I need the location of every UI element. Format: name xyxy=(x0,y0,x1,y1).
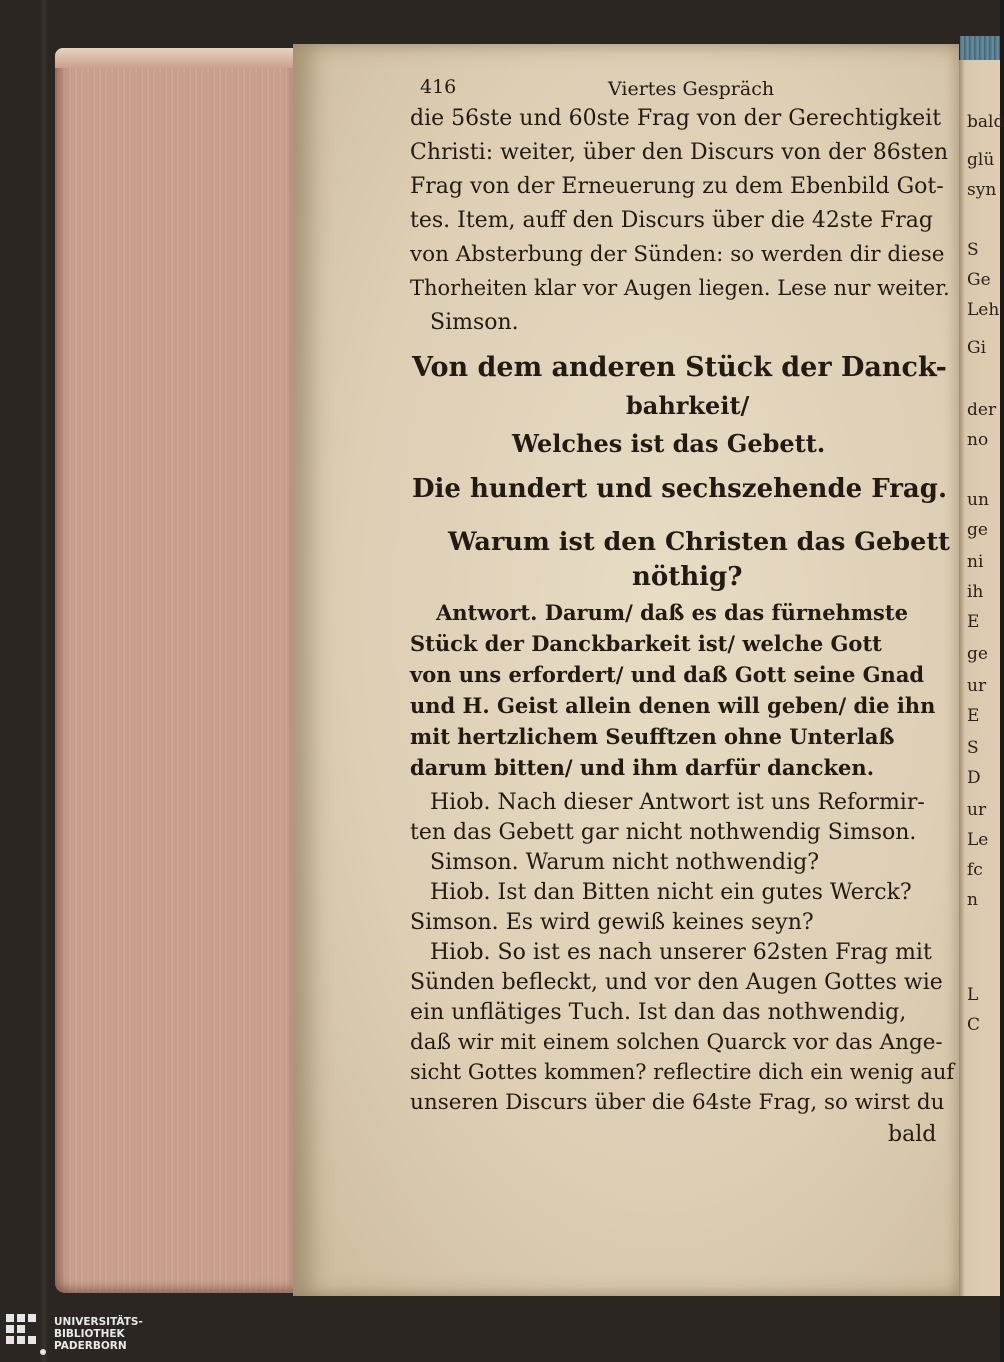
answer-line: Stück der Danckbarkeit ist/ welche Gott xyxy=(410,631,882,656)
facing-page-fragment: fc xyxy=(967,860,983,880)
answer-line: und H. Geist allein denen will geben/ die ihn xyxy=(410,693,936,718)
facing-page-fragment: S xyxy=(967,240,979,260)
facing-page-fragment: syn xyxy=(967,180,997,200)
question-title: Die hundert und sechszehende Frag. xyxy=(412,474,948,504)
facing-page-fragment: ge xyxy=(967,520,988,540)
facing-page-fragment: D xyxy=(967,768,981,788)
facing-page-fragment: C xyxy=(967,1015,981,1035)
question-text-cont: nöthig? xyxy=(632,562,743,592)
section-heading: Von dem anderen Stück der Danck- xyxy=(412,352,947,383)
facing-page-fragment: ge xyxy=(967,644,988,664)
facing-page-fragment: ur xyxy=(967,676,987,696)
dialogue-line: Sünden befleckt, und vor den Augen Gottes wie xyxy=(410,970,943,995)
library-logo xyxy=(4,1312,174,1362)
library-emblem-icon xyxy=(4,1312,48,1358)
dialogue-line: unseren Discurs über die 64ste Frag, so wirst du xyxy=(410,1090,945,1115)
logo-line: BIBLIOTHEK xyxy=(54,1328,125,1340)
answer-line: mit hertzlichem Seufftzen ohne Unterlaß xyxy=(410,724,895,749)
facing-page-fragment: Le xyxy=(967,830,989,850)
facing-page-fragment: der xyxy=(967,400,997,420)
facing-page-fragment: ih xyxy=(967,582,984,602)
running-title: Viertes Gespräch xyxy=(608,78,775,100)
facing-page-fragment: Gi xyxy=(967,338,987,358)
book-page-edges xyxy=(55,48,293,1293)
dialogue-line: Hiob. So ist es nach unserer 62sten Frag mit xyxy=(430,940,932,965)
answer-line: darum bitten/ und ihm darfür dancken. xyxy=(410,755,874,780)
facing-page-fragment: n xyxy=(967,890,978,910)
dialogue-line: Simson. Es wird gewiß keines seyn? xyxy=(410,910,814,935)
dialogue-line: daß wir mit einem solchen Quarck vor das Ange- xyxy=(410,1030,943,1055)
body-line: Christi: weiter, über den Discurs von der 86sten xyxy=(410,140,949,165)
catchword: bald xyxy=(888,1122,937,1147)
logo-line: UNIVERSITÄTS- xyxy=(54,1316,143,1328)
facing-page-fragment: ur xyxy=(967,800,987,820)
book-binding-strip xyxy=(960,36,1000,62)
dialogue-line: Simson. Warum nicht nothwendig? xyxy=(430,850,819,875)
logo-line: PADERBORN xyxy=(54,1340,127,1352)
facing-page-fragment: S xyxy=(967,738,979,758)
facing-page-fragment: un xyxy=(967,490,989,510)
speaker-label: Simson. xyxy=(430,310,519,335)
facing-page-fragment: Leh xyxy=(967,300,1000,320)
dialogue-line: ein unflätiges Tuch. Ist dan das nothwendig, xyxy=(410,1000,907,1025)
answer-line: Antwort. Darum/ daß es das fürnehmste xyxy=(436,600,908,625)
section-subheading: Welches ist das Gebett. xyxy=(512,429,826,458)
question-text: Warum ist den Christen das Gebett xyxy=(448,527,950,557)
facing-page-fragment: Ge xyxy=(967,270,991,290)
page-number: 416 xyxy=(420,76,457,98)
body-line: Thorheiten klar vor Augen liegen. Lese nur weiter. xyxy=(410,276,950,300)
facing-page xyxy=(959,60,1004,1296)
body-line: von Absterbung der Sünden: so werden dir diese xyxy=(410,242,945,267)
body-line: die 56ste und 60ste Frag von der Gerechtigkeit xyxy=(410,106,942,131)
facing-page-fragment: E xyxy=(967,612,980,632)
body-line: tes. Item, auff den Discurs über die 42ste Frag xyxy=(410,208,933,233)
facing-page-fragment: L xyxy=(967,985,979,1005)
facing-page-fragment: glü xyxy=(967,150,995,170)
dialogue-line: sicht Gottes kommen? reflectire dich ein wenig auf xyxy=(410,1060,955,1084)
dialogue-line: Hiob. Ist dan Bitten nicht ein gutes Werck? xyxy=(430,880,912,905)
facing-page-fragment: bald xyxy=(967,112,1004,132)
dialogue-line: Hiob. Nach dieser Antwort ist uns Reformir- xyxy=(430,790,925,815)
facing-page-fragment: ni xyxy=(967,552,984,572)
facing-page-fragment: E xyxy=(967,706,980,726)
facing-page-fragment: no xyxy=(967,430,989,450)
body-line: Frag von der Erneuerung zu dem Ebenbild Got- xyxy=(410,174,944,199)
section-heading-cont: bahrkeit/ xyxy=(626,391,750,420)
answer-line: von uns erfordert/ und daß Gott seine Gnad xyxy=(410,662,925,687)
dialogue-line: ten das Gebett gar nicht nothwendig Simson. xyxy=(410,820,917,845)
